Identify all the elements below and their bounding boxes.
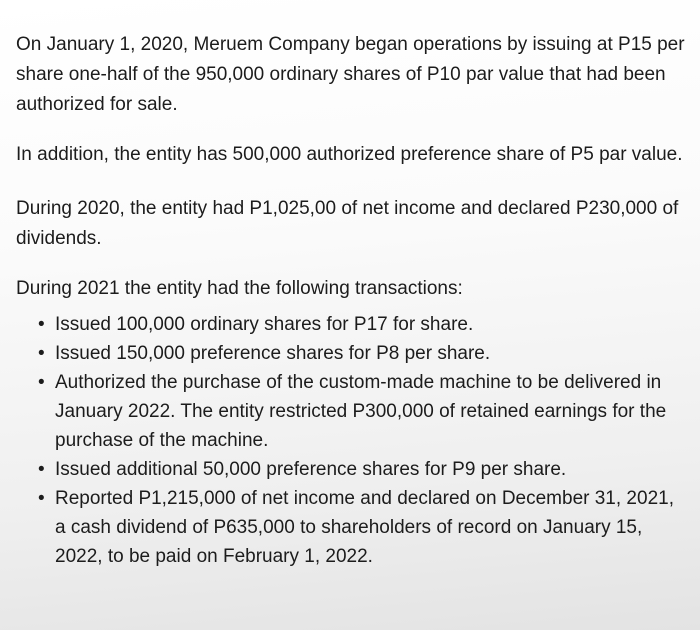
bullet-icon: • — [38, 314, 45, 335]
list-item — [38, 368, 686, 455]
list-item-text: Reported P1,215,000 of net income and declared on December 31, 2021, a cash dividend of P635,000 to shareholders of record on January 15, 2022, to be paid on February 1, 2022. — [55, 488, 674, 567]
list-item-text: Authorized the purchase of the custom-made machine to be delivered in January 2022. The entity restricted P300,000 of retained earnings for the purchase of the machine. — [55, 372, 667, 451]
list-item — [38, 310, 686, 339]
bullet-icon: • — [38, 372, 45, 393]
problem-text — [16, 30, 686, 571]
list-item — [38, 484, 686, 571]
bullet-icon: • — [38, 488, 45, 509]
paragraph-preference-authorized: In addition, the entity has 500,000 authorized preference share of P5 par value. — [16, 144, 683, 165]
transaction-list — [16, 310, 686, 571]
list-item — [38, 455, 686, 484]
list-item-text: Issued additional 50,000 preference shares for P9 per share. — [55, 459, 567, 480]
paragraph-2020-results: During 2020, the entity had P1,025,00 of net income and declared P230,000 of dividends. — [16, 198, 679, 249]
list-item-text: Issued 150,000 preference shares for P8 per share. — [55, 343, 491, 364]
bullet-icon: • — [38, 343, 45, 364]
paragraph-operations: On January 1, 2020, Meruem Company began operations by issuing at P15 per share one-half of the 950,000 ordinary shares of P10 par value that had been authorized for sale. — [16, 34, 685, 115]
list-item-text: Issued 100,000 ordinary shares for P17 for share. — [55, 314, 474, 335]
paragraph-2021-intro: During 2021 the entity had the following transactions: — [16, 278, 463, 299]
list-item — [38, 339, 686, 368]
bullet-icon: • — [38, 459, 45, 480]
